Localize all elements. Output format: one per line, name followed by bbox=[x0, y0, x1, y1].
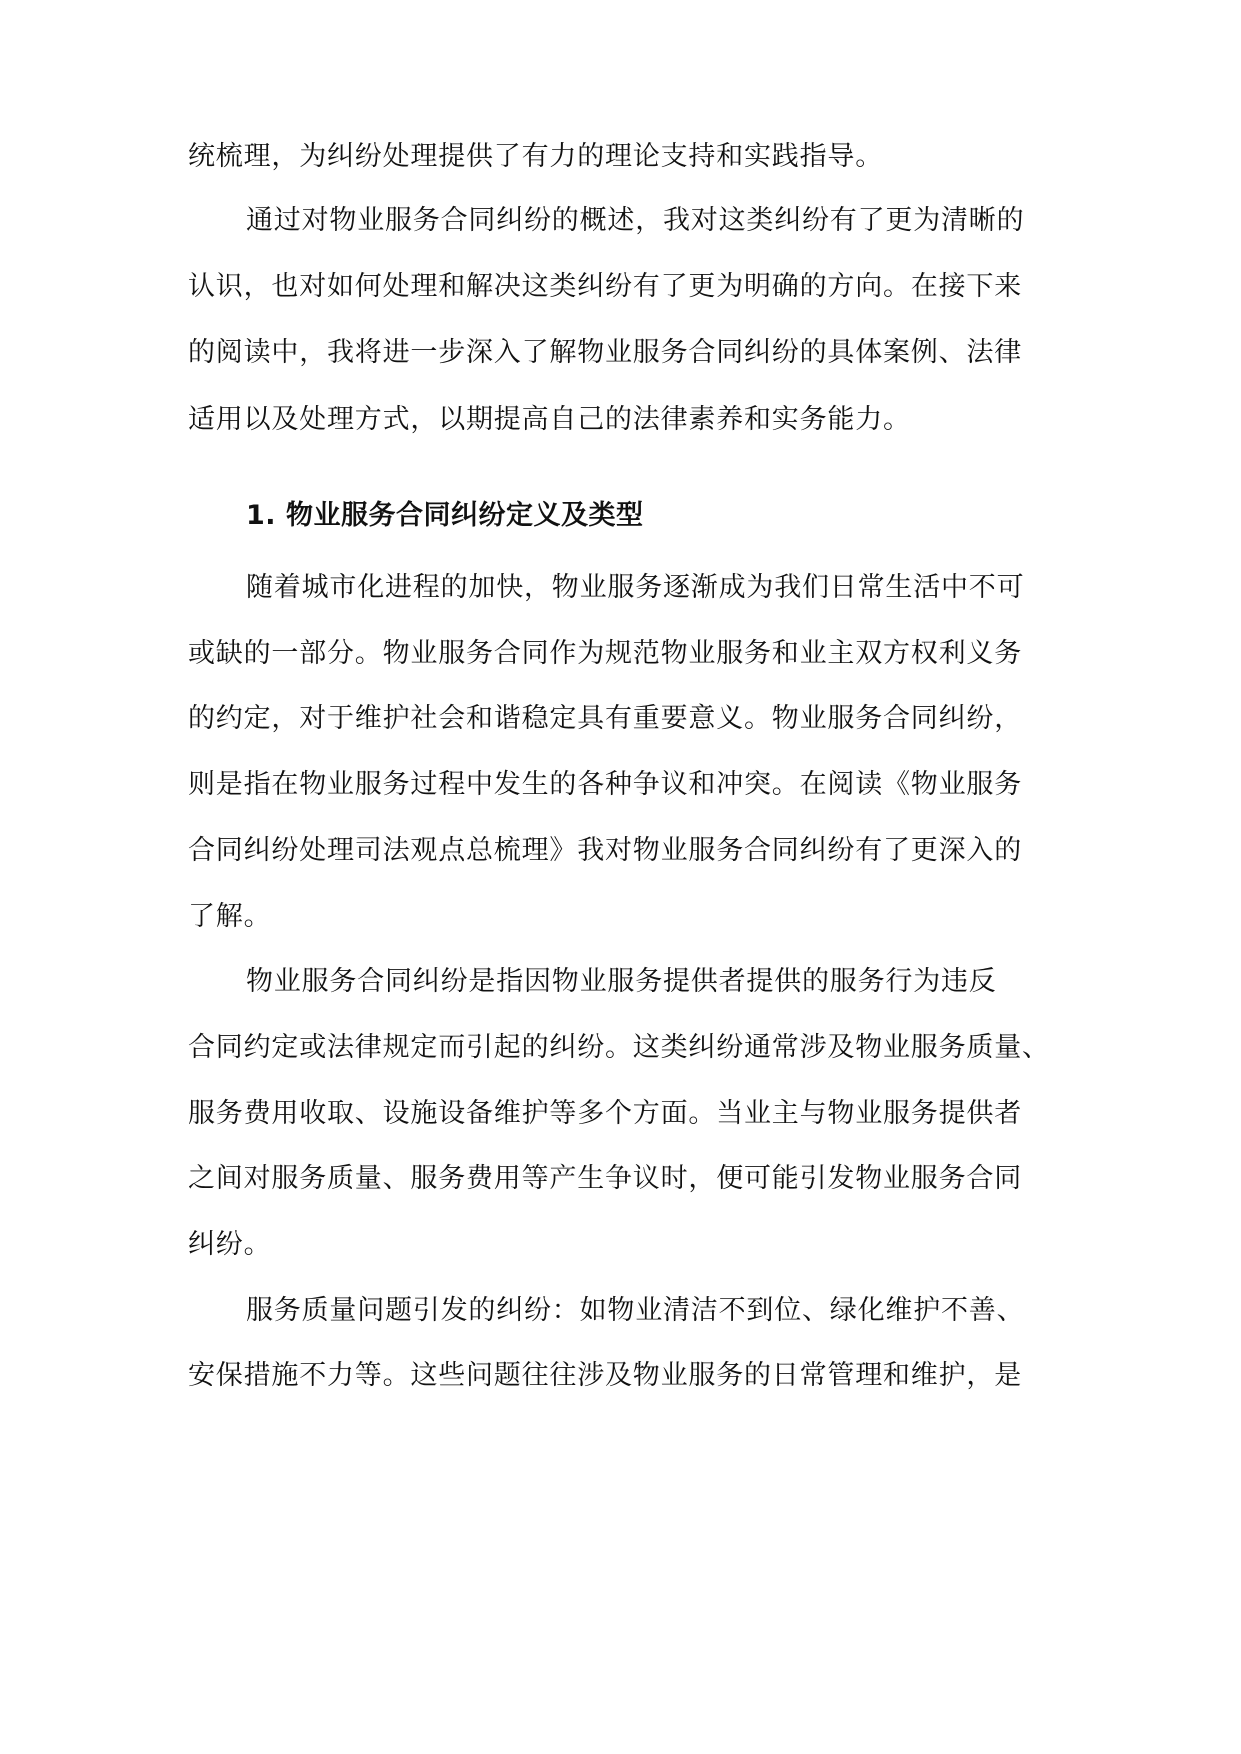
text-line: 之间对服务质量、服务费用等产生争议时，便可能引发物业服务合同 bbox=[188, 1163, 1022, 1194]
text-line: 纠纷。 bbox=[188, 1229, 272, 1260]
text-line: 合同纠纷处理司法观点总梳理》我对物业服务合同纠纷有了更深入的 bbox=[188, 835, 1022, 866]
section-heading: 1. 物业服务合同纠纷定义及类型 bbox=[246, 500, 644, 531]
text-line: 合同约定或法律规定而引起的纠纷。这类纠纷通常涉及物业服务质量、 bbox=[188, 1032, 1050, 1063]
text-line: 统梳理，为纠纷处理提供了有力的理论支持和实践指导。 bbox=[188, 141, 883, 172]
text-line: 了解。 bbox=[188, 901, 272, 932]
paragraph-first-line: 通过对物业服务合同纠纷的概述，我对这类纠纷有了更为清晰的 bbox=[246, 205, 1025, 236]
text-line: 安保措施不力等。这些问题往往涉及物业服务的日常管理和维护，是 bbox=[188, 1360, 1022, 1391]
text-line: 服务费用收取、设施设备维护等多个方面。当业主与物业服务提供者 bbox=[188, 1098, 1022, 1129]
paragraph-first-line: 物业服务合同纠纷是指因物业服务提供者提供的服务行为违反 bbox=[246, 966, 997, 997]
paragraph-first-line: 服务质量问题引发的纠纷：如物业清洁不到位、绿化维护不善、 bbox=[246, 1295, 1025, 1326]
paragraph-first-line: 随着城市化进程的加快，物业服务逐渐成为我们日常生活中不可 bbox=[246, 572, 1025, 603]
text-line: 则是指在物业服务过程中发生的各种争议和冲突。在阅读《物业服务 bbox=[188, 769, 1022, 800]
text-line: 的阅读中，我将进一步深入了解物业服务合同纠纷的具体案例、法律 bbox=[188, 337, 1022, 368]
text-line: 的约定，对于维护社会和谐稳定具有重要意义。物业服务合同纠纷， bbox=[188, 703, 1022, 734]
text-line: 认识，也对如何处理和解决这类纠纷有了更为明确的方向。在接下来 bbox=[188, 271, 1022, 302]
text-line: 适用以及处理方式，以期提高自己的法律素养和实务能力。 bbox=[188, 404, 911, 435]
text-line: 或缺的一部分。物业服务合同作为规范物业服务和业主双方权利义务 bbox=[188, 638, 1022, 669]
